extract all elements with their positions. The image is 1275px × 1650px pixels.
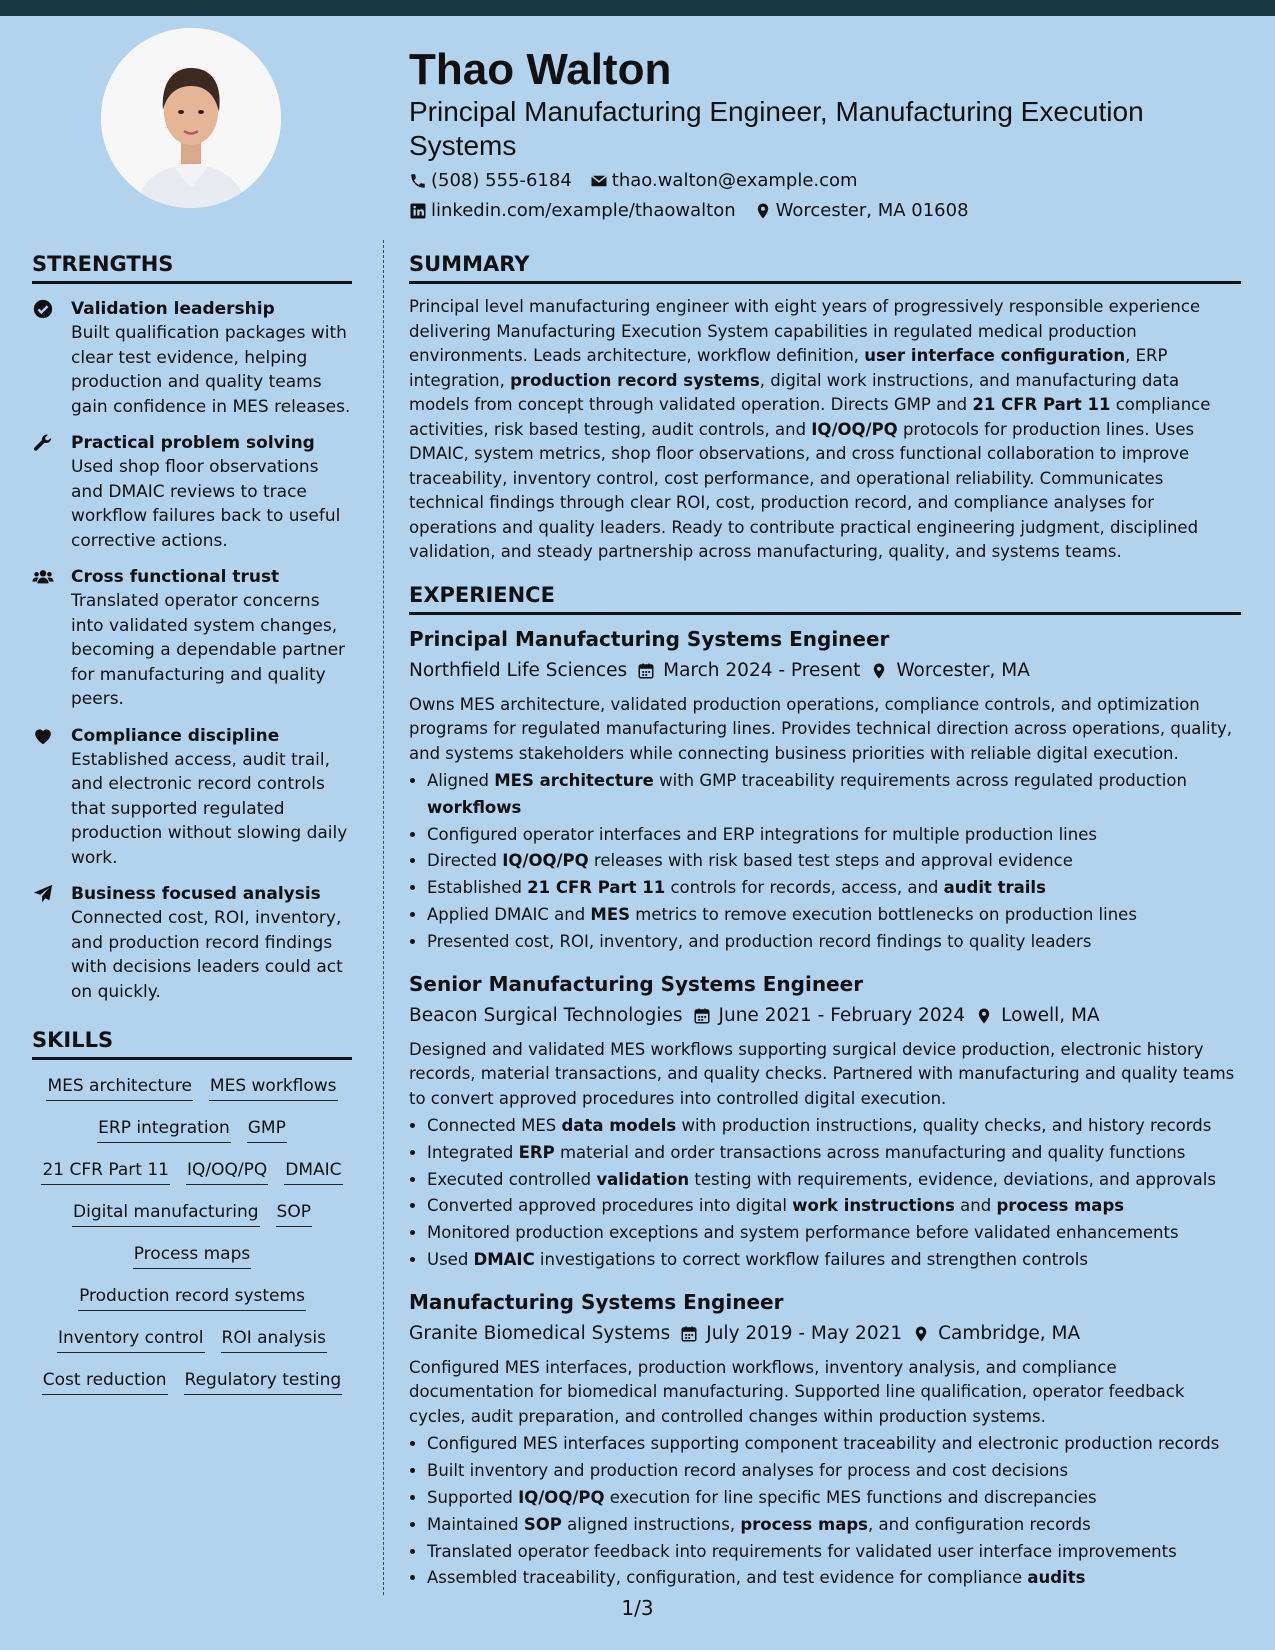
bullet-item: [427, 1539, 1241, 1566]
bullet-item: [427, 1247, 1241, 1274]
emphasis-text: DMAIC: [473, 1250, 535, 1270]
text-run: investigations to correct workflow failures and strengthen controls: [534, 1250, 1088, 1270]
emphasis-text: user interface configuration: [864, 346, 1126, 365]
date-range: July 2019 - May 2021: [706, 1322, 903, 1344]
bullet-item: [427, 1220, 1241, 1247]
text-run: metrics to remove execution bottlenecks on production lines: [630, 904, 1137, 924]
date-range: June 2021 - February 2024: [718, 1004, 966, 1026]
location-text: Worcester, MA: [896, 659, 1030, 681]
text-run: Presented cost, ROI, inventory, and production record findings to quality leaders: [427, 931, 1092, 951]
bullet-item: [427, 929, 1241, 956]
text-run: controls for records, access, and: [665, 878, 944, 898]
page-number: 1/3: [621, 1596, 654, 1620]
bullet-item: [427, 1140, 1241, 1167]
text-run: protocols for production lines. Uses DMAIC, system metrics, shop floor observations, and cross functional collaboration to improve traceability, inventory control, cost performance, and operational reliability. Communicates technical findings through clear ROI, cost, production record, and compliance analyses for operations and quality leaders. Ready to contribute practical engineering judgment, disciplined validation, and steady partnership across manufacturing, quality, and systems teams.: [409, 419, 1199, 561]
strength-title: Cross functional trust: [71, 567, 280, 587]
strength-description: Established access, audit trail, and electronic record controls that supported regulated production without slowing daily work.: [71, 749, 348, 868]
job-bullets: [409, 768, 1241, 956]
skills-row: [42, 1366, 342, 1395]
skills-row: [72, 1198, 312, 1227]
skills-row: [46, 1072, 337, 1101]
right-column: [409, 250, 1241, 1592]
bullet-item: [427, 1193, 1241, 1220]
job-role: Principal Manufacturing Systems Engineer: [409, 626, 890, 651]
bullet-item: [427, 1167, 1241, 1194]
users-icon: [32, 566, 54, 588]
text-run: Used: [427, 1250, 474, 1270]
experience-list: [409, 625, 1241, 1593]
linkedin-icon: [409, 202, 427, 220]
text-run: execution for line specific MES functions and discrepancies: [604, 1487, 1097, 1507]
job-description: Configured MES interfaces, production workflows, inventory analysis, and compliance documentation for biomedical manufacturing. Supported line qualification, operator feedback cycles, audit preparation, and controlled changes within production systems.: [409, 1357, 1185, 1426]
text-run: Established: [427, 878, 528, 898]
skills-row: [97, 1114, 287, 1143]
text-run: Directed: [427, 851, 503, 871]
location-text: Worcester, MA 01608: [775, 200, 969, 221]
linkedin-contact[interactable]: [409, 199, 736, 223]
bullet-item: [427, 902, 1241, 929]
bullet-item: [427, 1485, 1241, 1512]
map-pin-icon: [975, 1007, 993, 1025]
emphasis-text: process maps: [740, 1514, 868, 1534]
company-name: Northfield Life Sciences: [409, 659, 628, 681]
emphasis-text: MES: [590, 904, 630, 924]
emphasis-text: validation: [596, 1169, 690, 1189]
job-description: Owns MES architecture, validated production operations, compliance controls, and optimization programs for regulated manufacturing lines. Provides technical direction across operations, quality, and systems stakeholders while connecting business priorities with reliable digital execution.: [409, 694, 1233, 763]
location-contact: [754, 199, 969, 223]
job-description: Designed and validated MES workflows supporting surgical device production, electronic history records, material transactions, and quality checks. Partnered with manufacturing and quality teams to convert approved procedures into controlled digital execution.: [409, 1039, 1235, 1108]
skills-row: [133, 1240, 252, 1269]
job-location: [870, 655, 1030, 687]
text-run: material and order transactions across manufacturing and quality functions: [554, 1142, 1186, 1162]
emphasis-text: MES architecture: [494, 771, 654, 790]
emphasis-text: work instructions: [792, 1196, 955, 1216]
bullet-item: [427, 848, 1241, 875]
text-run: Applied DMAIC and: [427, 904, 591, 924]
phone-number: (508) 555-6184: [431, 170, 572, 191]
job-meta: [409, 655, 1241, 687]
text-run: Built inventory and production record analyses for process and cost decisions: [427, 1461, 1069, 1481]
text-run: Aligned: [427, 771, 495, 790]
emphasis-text: process maps: [996, 1196, 1125, 1216]
job-entry: [409, 625, 1241, 956]
skills-row: [41, 1156, 342, 1185]
emphasis-text: workflows: [427, 797, 522, 817]
emphasis-text: 21 CFR Part 11: [972, 395, 1111, 414]
job-entry: [409, 1288, 1241, 1592]
emphasis-text: production record systems: [510, 370, 760, 390]
skill-tag: ROI analysis: [221, 1324, 327, 1353]
emphasis-text: IQ/OQ/PQ: [811, 419, 898, 439]
text-run: releases with risk based test steps and approval evidence: [588, 851, 1073, 871]
job-bullets: [409, 1113, 1241, 1274]
skill-tag: MES workflows: [209, 1072, 338, 1101]
job-dates: [693, 1000, 966, 1032]
calendar-icon: [637, 662, 655, 680]
skill-tag: DMAIC: [284, 1156, 342, 1185]
strength-description: Translated operator concerns into validated system changes, becoming a dependable partner for manufacturing and quality peers.: [71, 591, 346, 709]
map-pin-icon: [754, 202, 772, 220]
bullet-item: [427, 822, 1241, 849]
envelope-icon: [590, 172, 608, 190]
experience-heading: EXPERIENCE: [409, 581, 1241, 615]
skills-list: [32, 1072, 352, 1395]
skill-tag: Process maps: [133, 1240, 252, 1269]
heart-icon: [32, 725, 54, 747]
text-run: Assembled traceability, configuration, and test evidence for compliance: [427, 1568, 1028, 1588]
location-text: Cambridge, MA: [938, 1322, 1081, 1344]
check-circle-icon: [32, 298, 54, 320]
map-pin-icon: [870, 662, 888, 680]
map-pin-icon: [912, 1325, 930, 1343]
emphasis-text: SOP: [523, 1514, 562, 1534]
wrench-icon: [32, 432, 54, 454]
skills-heading: SKILLS: [32, 1026, 352, 1060]
skill-tag: ERP integration: [97, 1114, 231, 1143]
text-run: Executed controlled: [427, 1169, 597, 1189]
skill-tag: GMP: [247, 1114, 287, 1143]
strength-item: [32, 724, 352, 871]
phone-contact: [409, 169, 572, 193]
skill-tag: SOP: [276, 1198, 312, 1227]
skills-row: [78, 1282, 306, 1311]
skill-tag: MES architecture: [46, 1072, 192, 1101]
email-address[interactable]: thao.walton@example.com: [611, 170, 858, 191]
emphasis-text: audit trails: [943, 878, 1046, 898]
job-entry: [409, 970, 1241, 1274]
date-range: March 2024 - Present: [663, 659, 861, 681]
skill-tag: Regulatory testing: [184, 1366, 343, 1395]
strength-title: Practical problem solving: [71, 433, 315, 453]
strength-item: [32, 431, 352, 553]
strength-description: Connected cost, ROI, inventory, and production record findings with decisions leaders could act on quickly.: [71, 908, 343, 1002]
skill-tag: IQ/OQ/PQ: [186, 1156, 268, 1185]
top-accent-bar: [0, 0, 1275, 16]
strength-title: Compliance discipline: [71, 725, 280, 746]
location-text: Lowell, MA: [1001, 1004, 1100, 1026]
text-run: Principal level manufacturing engineer with eight years of progressively responsible experience delivering Manufacturing Execution System capabilities in regulated medical production environments. Leads architecture, workflow definition,: [409, 297, 1201, 365]
emphasis-text: ERP: [518, 1142, 555, 1162]
text-run: Connected MES: [427, 1116, 562, 1136]
summary-heading: SUMMARY: [409, 250, 1241, 284]
left-column: [32, 250, 352, 1395]
text-run: , digital work instructions, and manufacturing data models from concept through validated operation. Directs GMP and: [409, 370, 1180, 414]
text-run: Configured operator interfaces and ERP integrations for multiple production lines: [427, 824, 1097, 844]
column-divider: [383, 240, 384, 1595]
emphasis-text: IQ/OQ/PQ: [518, 1487, 605, 1507]
job-location: [975, 1000, 1099, 1032]
text-run: Converted approved procedures into digital: [427, 1196, 793, 1216]
skill-tag: 21 CFR Part 11: [41, 1156, 170, 1185]
text-run: , ERP integration,: [409, 346, 1168, 390]
text-run: , and configuration records: [867, 1514, 1091, 1534]
text-run: aligned instructions,: [561, 1514, 741, 1534]
skill-tag: Digital manufacturing: [72, 1198, 260, 1227]
candidate-name: Thao Walton: [409, 45, 672, 94]
bullet-item: [427, 875, 1241, 902]
emphasis-text: IQ/OQ/PQ: [502, 851, 589, 871]
skills-row: [57, 1324, 327, 1353]
contact-row-1: [409, 169, 858, 193]
strength-title: Validation leadership: [71, 299, 275, 319]
emphasis-text: data models: [561, 1116, 677, 1136]
bullet-item: [427, 1431, 1241, 1458]
text-run: Supported: [427, 1487, 519, 1507]
job-dates: [637, 655, 860, 687]
strength-item: [32, 297, 352, 419]
summary-text: [409, 295, 1241, 565]
job-meta: [409, 1000, 1241, 1032]
strength-item: [32, 882, 352, 1004]
text-run: with GMP traceability requirements across regulated production: [653, 771, 1187, 790]
job-meta: [409, 1318, 1241, 1350]
strength-description: Used shop floor observations and DMAIC reviews to trace workflow failures back to useful corrective actions.: [71, 457, 341, 551]
linkedin-url[interactable]: linkedin.com/example/thaowalton: [431, 200, 736, 221]
company-name: Granite Biomedical Systems: [409, 1322, 671, 1344]
job-dates: [680, 1318, 902, 1350]
strength-item: [32, 565, 352, 712]
text-run: compliance activities, risk based testing, audit controls, and: [409, 395, 1211, 439]
job-location: [912, 1318, 1080, 1350]
strengths-list: [32, 297, 352, 1004]
text-run: Configured MES interfaces supporting component traceability and electronic production records: [427, 1434, 1220, 1454]
emphasis-text: 21 CFR Part 11: [527, 878, 666, 898]
paper-plane-icon: [32, 883, 54, 905]
skill-tag: Cost reduction: [42, 1366, 168, 1395]
strength-description: Built qualification packages with clear test evidence, helping production and quality teams gain confidence in MES releases.: [71, 323, 351, 417]
text-run: with production instructions, quality checks, and history records: [676, 1116, 1212, 1136]
text-run: Integrated: [427, 1142, 519, 1162]
bullet-item: [427, 1565, 1241, 1592]
skill-tag: Production record systems: [78, 1282, 306, 1311]
emphasis-text: audits: [1027, 1568, 1086, 1588]
company-name: Beacon Surgical Technologies: [409, 1004, 683, 1026]
skill-tag: Inventory control: [57, 1324, 205, 1353]
bullet-item: [427, 1458, 1241, 1485]
bullet-item: [427, 768, 1241, 822]
strengths-heading: STRENGTHS: [32, 250, 352, 284]
email-contact[interactable]: [590, 169, 858, 193]
contact-row-2: [409, 199, 969, 223]
text-run: Translated operator feedback into requirements for validated user interface improvements: [427, 1541, 1177, 1561]
strength-title: Business focused analysis: [71, 884, 321, 904]
calendar-icon: [680, 1325, 698, 1343]
job-role: Manufacturing Systems Engineer: [409, 1289, 784, 1314]
job-bullets: [409, 1431, 1241, 1592]
profile-photo: [101, 28, 281, 208]
calendar-icon: [693, 1007, 711, 1025]
text-run: Monitored production exceptions and system performance before validated enhancements: [427, 1223, 1179, 1243]
text-run: testing with requirements, evidence, deviations, and approvals: [689, 1169, 1216, 1189]
phone-icon: [409, 172, 427, 190]
job-role: Senior Manufacturing Systems Engineer: [409, 971, 864, 996]
text-run: Maintained: [427, 1514, 524, 1534]
text-run: and: [954, 1196, 997, 1216]
bullet-item: [427, 1113, 1241, 1140]
candidate-title: Principal Manufacturing Engineer, Manufacturing Execution Systems: [409, 96, 1144, 161]
bullet-item: [427, 1512, 1241, 1539]
